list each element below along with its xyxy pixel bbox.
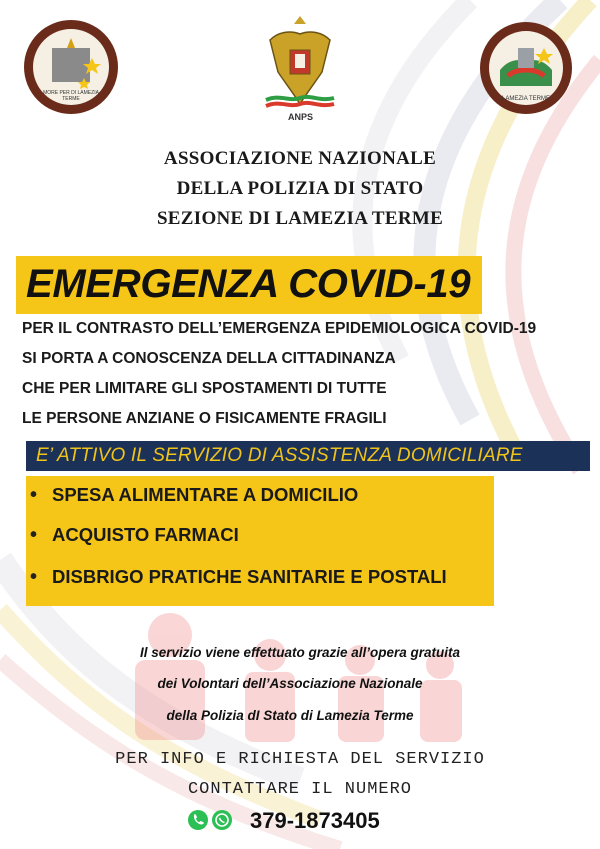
phone-number[interactable]: 379-1873405 (250, 808, 380, 833)
service-item-3: DISBRIGO PRATICHE SANITARIE E POSTALI (52, 566, 447, 587)
left-logo-caption: MORE PER DI LAMEZIA TERME (43, 90, 99, 102)
intro-line-2: SI PORTA A CONOSCENZA DELLA CITTADINANZA (22, 350, 396, 367)
intro-line-1: PER IL CONTRASTO DELL’EMERGENZA EPIDEMIOLOGICA COVID-19 (22, 320, 537, 337)
service-item-2: ACQUISTO FARMACI (52, 524, 239, 545)
service-banner: E’ ATTIVO IL SERVIZIO DI ASSISTENZA DOMICILIARE (36, 445, 523, 466)
page-title: EMERGENZA COVID-19 (26, 262, 471, 306)
credit-line-3: della Polizia dI Stato di Lamezia Terme (166, 708, 414, 723)
phone-icon (188, 810, 208, 830)
whatsapp-icon (212, 810, 232, 830)
bullet: • (30, 524, 38, 546)
org-line-1: ASSOCIAZIONE NAZIONALE (163, 148, 437, 169)
anps-label: ANPS (288, 112, 314, 122)
credit-line-2: dei Volontari dell’Associazione Nazionale (157, 676, 423, 691)
intro-line-3: CHE PER LIMITARE GLI SPOSTAMENTI DI TUTTE (22, 380, 387, 397)
contact-line-2: CONTATTARE IL NUMERO (187, 780, 413, 799)
credit-line-1: Il servizio viene effettuato grazie all’opera gratuita (139, 645, 461, 660)
org-line-3: SEZIONE DI LAMEZIA TERME (156, 208, 444, 229)
bullet: • (30, 484, 38, 506)
anps-emblem (262, 12, 338, 122)
contact-line-1: PER INFO E RICHIESTA DEL SERVIZIO (115, 750, 485, 769)
bullet: • (30, 566, 38, 588)
intro-line-4: LE PERSONE ANZIANE O FISICAMENTE FRAGILI (22, 410, 387, 427)
right-logo-caption: LAMEZIA TERME (502, 96, 550, 102)
org-line-2: DELLA POLIZIA DI STATO (176, 178, 424, 199)
service-item-1: SPESA ALIMENTARE A DOMICILIO (52, 484, 359, 505)
